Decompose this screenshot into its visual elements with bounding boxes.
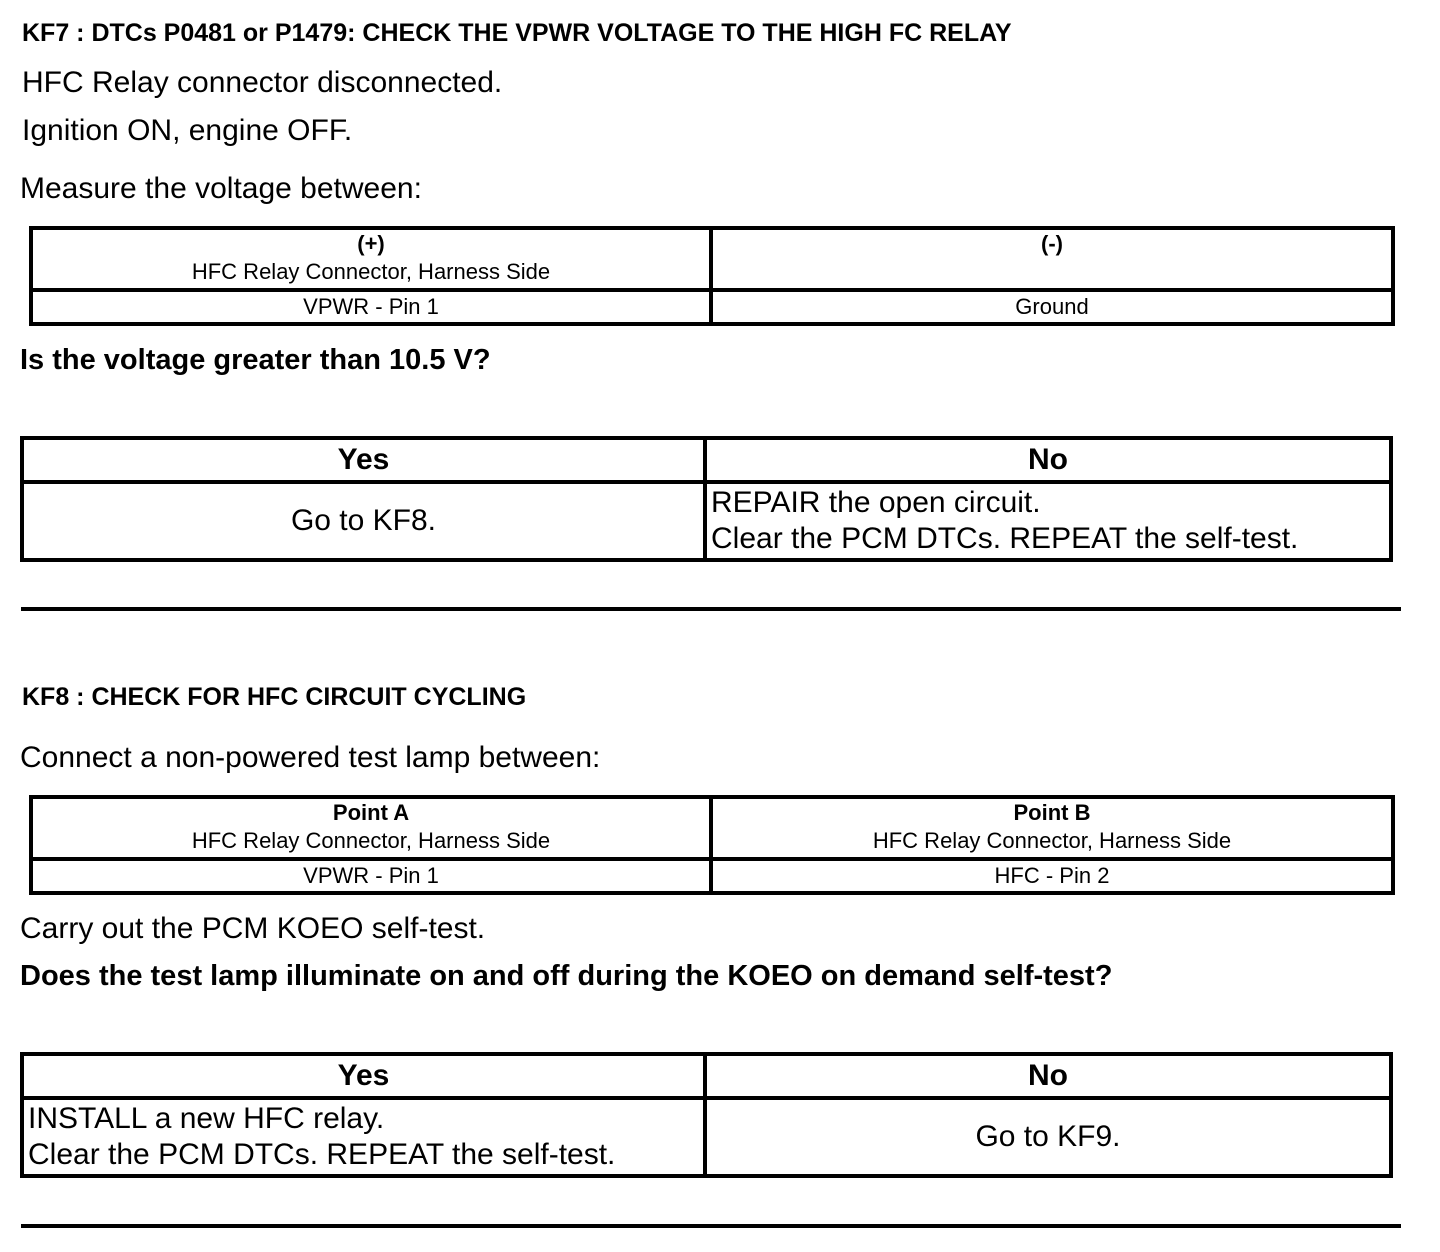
kf7-measure-col2-header [711,228,1393,290]
kf7-positive-connector: HFC Relay Connector, Harness Side [191,259,551,284]
kf7-no-action-line2: Clear the PCM DTCs. REPEAT the self-test. [711,522,1299,555]
bottom-divider [21,1224,1401,1228]
kf8-heading: KF8 : CHECK FOR HFC CIRCUIT CYCLING [22,683,527,711]
kf8-no-header: No [705,1054,1391,1098]
kf8-lamp-table [29,795,1395,895]
kf7-yes-header: Yes [22,438,705,482]
kf8-no-action: Go to KF9. [705,1098,1391,1176]
kf7-no-action-line1: REPAIR the open circuit. [711,486,1041,519]
kf7-heading: KF7 : DTCs P0481 or P1479: CHECK THE VPWR VOLTAGE TO THE HIGH FC RELAY [22,19,1012,47]
kf7-negative-pin: Ground [711,290,1393,324]
kf7-no-action [705,482,1391,560]
section-divider [21,607,1401,611]
kf8-yes-header: Yes [22,1054,705,1098]
kf7-step-1: HFC Relay connector disconnected. [22,66,503,99]
kf8-result-table [20,1052,1393,1178]
kf8-step: Carry out the PCM KOEO self-test. [20,912,486,945]
kf7-positive-label: (+) [357,231,385,256]
kf8-point-b-pin: HFC - Pin 2 [711,859,1393,893]
kf7-positive-pin: VPWR - Pin 1 [31,290,711,324]
kf7-yes-action: Go to KF8. [22,482,705,560]
kf8-point-a-pin: VPWR - Pin 1 [31,859,711,893]
kf7-no-header: No [705,438,1391,482]
kf8-connect-intro: Connect a non-powered test lamp between: [20,741,601,774]
kf7-step-2: Ignition ON, engine OFF. [22,114,353,147]
kf8-yes-action [22,1098,705,1176]
kf8-point-a-connector: HFC Relay Connector, Harness Side [191,828,551,853]
kf8-point-b-connector: HFC Relay Connector, Harness Side [872,828,1232,853]
kf7-result-table [20,436,1393,562]
kf7-negative-label: (-) [1041,231,1063,256]
kf8-point-b-label: Point B [1013,800,1091,825]
kf7-measure-col1-header [31,228,711,290]
kf8-question: Does the test lamp illuminate on and off during the KOEO on demand self-test? [20,960,1113,992]
kf8-point-a-header [31,797,711,859]
kf8-yes-action-line2: Clear the PCM DTCs. REPEAT the self-test. [28,1138,616,1171]
kf8-yes-action-line1: INSTALL a new HFC relay. [28,1102,385,1135]
kf8-point-b-header [711,797,1393,859]
kf7-question: Is the voltage greater than 10.5 V? [20,344,491,376]
kf7-measure-intro: Measure the voltage between: [20,172,422,205]
kf8-point-a-label: Point A [332,800,410,825]
kf7-measure-table [29,226,1395,326]
